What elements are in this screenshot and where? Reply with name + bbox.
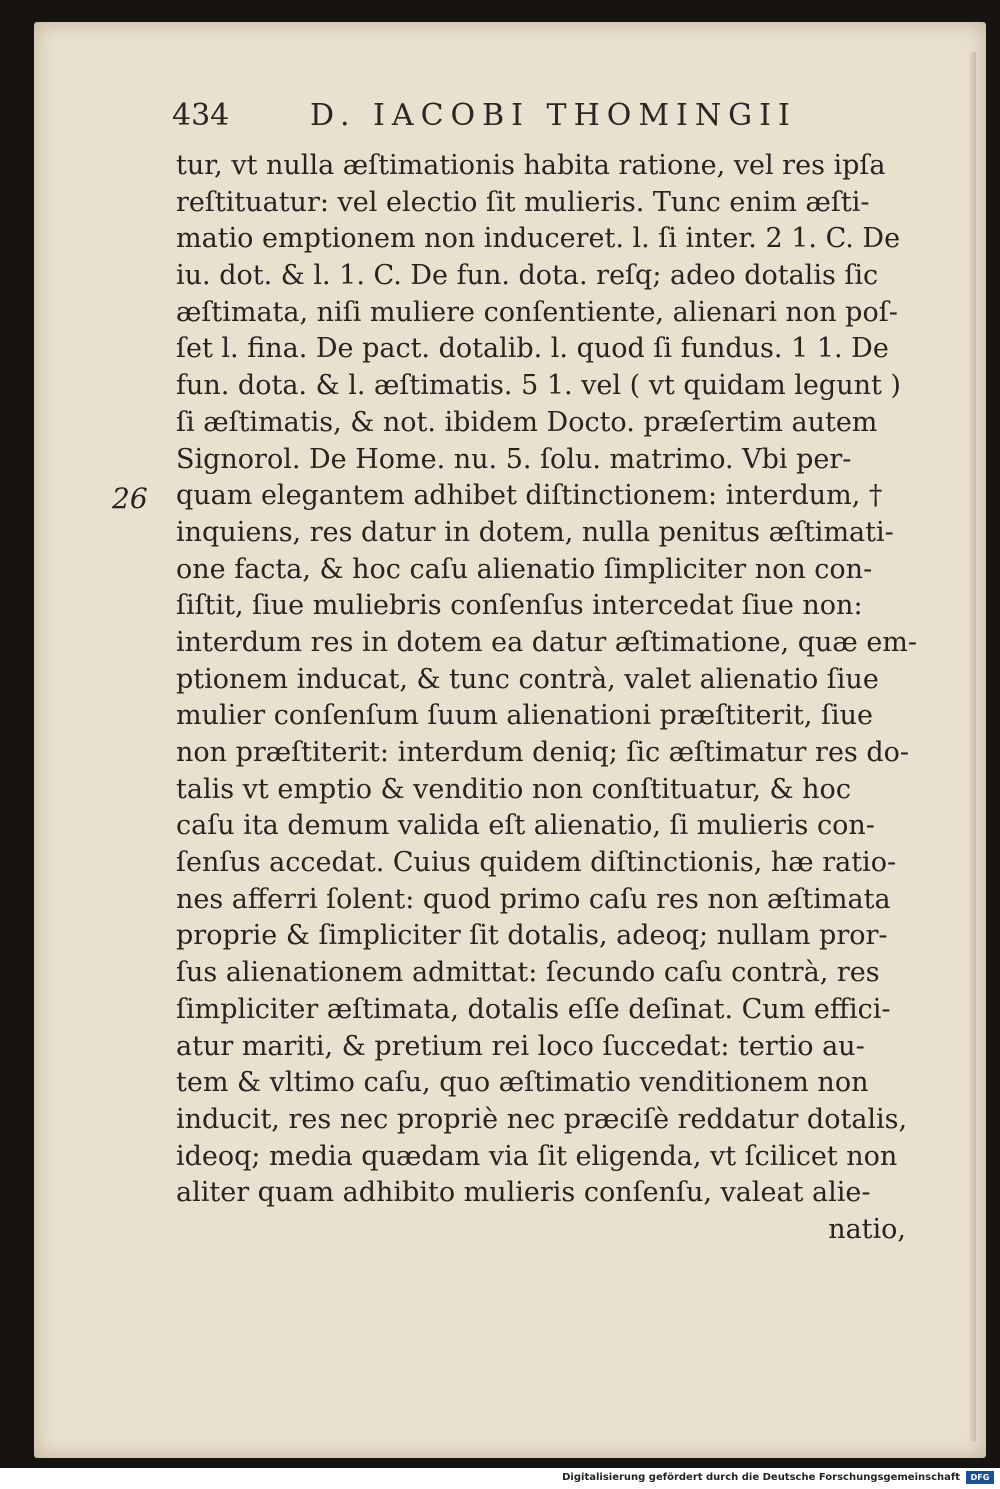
body-text	[176, 148, 936, 1249]
text-line: tem & vltimo caſu, quo æſtimatio venditionem non	[176, 1067, 869, 1099]
funding-credit: Digitalisierung gefördert durch die Deutsche Forschungsgemeinschaft	[562, 1472, 960, 1483]
running-head-title: D. IACOBI THOMINGII	[310, 98, 797, 133]
text-line: æſtimata, niſi muliere conſentiente, alienari non poſ-	[176, 296, 898, 328]
text-line: iu. dot. & l. 1. C. De fun. dota. reſq; adeo dotalis ſic	[176, 260, 879, 292]
text-line-catchword: natio,	[828, 1213, 906, 1245]
text-line: one facta, & hoc caſu alienatio ſimpliciter non con-	[176, 553, 873, 585]
text-line: interdum res in dotem ea datur æſtimatione, quæ em-	[176, 626, 918, 658]
text-line: fun. dota. & l. æſtimatis. 5 1. vel ( vt quidam legunt )	[176, 370, 901, 402]
text-line: ideoq; media quædam via ſit eligenda, vt ſcilicet non	[176, 1140, 898, 1172]
text-line: ptionem inducat, & tunc contrà, valet alienatio ſiue	[176, 663, 879, 695]
text-line: ſiſtit, ſiue muliebris conſenſus intercedat ſiue non:	[176, 590, 863, 622]
text-line: inquiens, res datur in dotem, nulla penitus æſtimati-	[176, 516, 894, 548]
text-line: atur mariti, & pretium rei loco ſuccedat: tertio au-	[176, 1030, 865, 1062]
text-line: quam elegantem adhibet diſtinctionem: interdum, †	[176, 480, 883, 512]
running-head	[172, 98, 852, 142]
text-line: ſimpliciter æſtimata, dotalis eſſe deſinat. Cum effici-	[176, 993, 891, 1025]
text-line: talis vt emptio & venditio non conſtituatur, & hoc	[176, 773, 851, 805]
text-line: caſu ita demum valida eſt alienatio, ſi mulieris con-	[176, 810, 875, 842]
text-line: inducit, res nec propriè nec præciſè reddatur dotalis,	[176, 1103, 908, 1135]
text-line: ſenſus accedat. Cuius quidem diſtinctionis, hæ ratio-	[176, 847, 897, 879]
dfg-logo-icon: DFG	[966, 1471, 994, 1484]
footer-bar	[0, 1468, 1000, 1489]
text-line: Signorol. De Home. nu. 5. ſolu. matrimo. Vbi per-	[176, 443, 852, 475]
margin-note-number: 26	[112, 482, 148, 515]
text-line: tur, vt nulla æſtimationis habita ratione, vel res ipſa	[176, 150, 886, 181]
text-line: ſet l. fina. De pact. dotalib. l. quod ſi fundus. 1 1. De	[176, 333, 889, 365]
text-line: matio emptionem non induceret. l. ſi inter. 2 1. C. De	[176, 223, 901, 255]
text-line: mulier conſenſum ſuum alienationi præſtiterit, ſiue	[176, 700, 873, 732]
text-line: aliter quam adhibito mulieris conſenſu, valeat alie-	[176, 1177, 871, 1209]
text-line: proprie & ſimpliciter ſit dotalis, adeoq; nullam pror-	[176, 920, 888, 952]
text-line: ſi æſtimatis, & not. ibidem Docto. præſertim autem	[176, 406, 878, 438]
text-line: ſus alienationem admittat: ſecundo caſu contrà, res	[176, 957, 880, 989]
text-line: reſtituatur: vel electio ſit mulieris. Tunc enim æſti-	[176, 186, 870, 218]
text-line: non præſtiterit: interdum deniq; ſic æſtimatur res do-	[176, 737, 910, 768]
page-edge-shadow	[970, 52, 976, 1442]
page-number: 434	[172, 98, 230, 133]
text-line: nes afferri ſolent: quod primo caſu res non æſtimata	[176, 883, 891, 915]
